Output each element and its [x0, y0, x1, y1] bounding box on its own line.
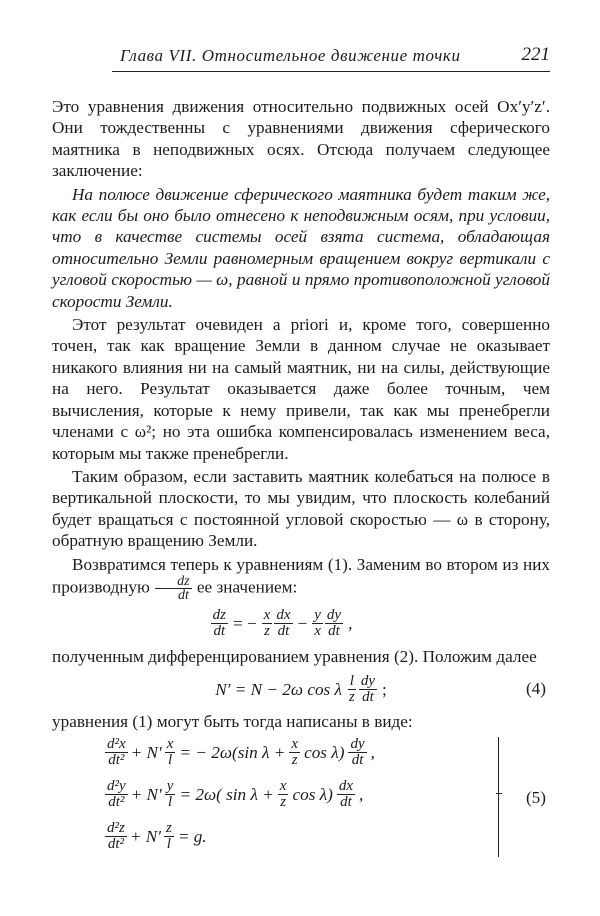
eq1-frac-3: [312, 608, 323, 639]
system-brace: [490, 737, 499, 857]
s2-cos: cos λ): [292, 784, 333, 804]
eq4-frac-1: [347, 674, 357, 705]
paragraph-7: уравнения (1) могут быть тогда написаны в виде:: [52, 712, 413, 732]
eq4-lhs: N′ = N − 2ω cos λ: [215, 679, 342, 699]
s1-cos: cos λ): [304, 742, 345, 762]
header-rule: [112, 71, 550, 72]
eq1-frac-4: [325, 608, 343, 639]
s2-b-num: y: [166, 777, 174, 794]
s2-c-den: z: [280, 793, 287, 810]
page-number: 221: [521, 44, 550, 65]
s3-frac-b: [164, 821, 174, 852]
eq1-lhs-den: dt: [213, 623, 226, 640]
s3-frac-a: [105, 821, 127, 852]
s2-frac-a: [105, 779, 128, 810]
eq4-number: (4): [525, 679, 546, 699]
system-brace-tip: [496, 793, 502, 794]
s3-eq: = g.: [177, 826, 207, 846]
inline-frac-num: dz: [155, 575, 191, 589]
s2-frac-c: [278, 779, 289, 810]
eq1-op2: −: [297, 614, 308, 634]
s2-c-num: x: [279, 777, 287, 794]
running-title: Глава VII. Относительное движение точки: [120, 46, 461, 65]
eq4-f1-num: l: [349, 672, 354, 689]
inline-frac-den: dt: [177, 587, 189, 603]
system-number: (5): [525, 787, 546, 807]
eq1-f1-num: x: [263, 607, 271, 624]
paragraph-6: полученным дифференцированием уравнения (2). Положим далее: [52, 646, 537, 666]
s3-b-den: l: [166, 835, 171, 852]
s1-c-den: z: [291, 751, 298, 768]
system-row-2: [104, 779, 363, 810]
eq1-lhs-num: dz: [212, 607, 226, 624]
s1-frac-a: [105, 737, 128, 768]
system-row-3: [104, 821, 210, 852]
s1-mid: + N′: [130, 742, 162, 762]
paragraph-1: Это уравнения движения относительно подвижных осей Ox′y′z′. Они тождественны с уравнениями движения сферического маятника в неподвижных осях. Отсюда получаем следующее заключение:: [52, 97, 550, 181]
s2-b-den: l: [168, 793, 173, 810]
equation-4: [52, 667, 550, 711]
s2-a-den: dt²: [108, 793, 125, 810]
eq1-f2-den: dt: [277, 623, 290, 640]
s1-a-num: d²x: [107, 735, 126, 752]
eq1-f4-num: dy: [326, 607, 342, 624]
page-body: [52, 96, 550, 863]
eq4-f2-den: dt: [362, 688, 374, 705]
s1-c-num: x: [291, 735, 299, 752]
eq1-f4-den: dt: [328, 623, 340, 640]
s1-a-den: dt²: [108, 751, 125, 768]
s2-a-num: d²y: [107, 777, 126, 794]
eq1-f3-num: y: [314, 607, 321, 624]
equation-dz-dt: [12, 602, 550, 646]
s1-frac-c: [289, 737, 300, 768]
eq4-frac-2: [359, 674, 377, 705]
s1-frac-b: [165, 737, 176, 768]
s1-b-den: l: [168, 751, 173, 768]
s1-eq: = − 2ω(sin λ +: [179, 742, 286, 762]
s2-mid: + N′: [130, 784, 162, 804]
eq4-f1-den: z: [348, 688, 355, 705]
s1-d-den: dt: [351, 751, 364, 768]
page-header: [112, 44, 550, 72]
s2-frac-b: [165, 779, 176, 810]
s2-eq: = 2ω( sin λ +: [179, 784, 274, 804]
system-row-1: [104, 737, 375, 768]
s2-d-den: dt: [340, 793, 352, 810]
eq1-frac-lhs: [211, 608, 228, 639]
s1-tail: ,: [370, 742, 375, 762]
equation-system-5: [52, 735, 550, 863]
s2-d-num: dx: [338, 777, 354, 794]
eq1-frac-2: [274, 608, 292, 639]
eq1-frac-1: [262, 608, 273, 639]
eq1-f2-num: dx: [276, 607, 291, 624]
paragraph-4: Таким образом, если заставить маятник колебаться на полюсе в вертикальной плоскости, то мы увидим, что плоскость колебаний будет вращаться с постоянной угловой скоростью — ω в сторону, обратную вращению Земли.: [52, 466, 550, 551]
paragraph-5: [52, 554, 550, 602]
eq4-tail: ;: [381, 679, 387, 699]
s3-a-den: dt²: [107, 835, 124, 852]
s1-b-num: x: [166, 735, 174, 752]
eq1-tail: ,: [348, 614, 353, 634]
eq1-f3-den: x: [314, 623, 321, 640]
s2-frac-d: [337, 779, 355, 810]
paragraph-5-text-a: Возвратимся теперь к уравнениям (1). Заменим во втором из них производную: [52, 554, 550, 597]
s2-tail: ,: [359, 784, 364, 804]
eq1-op: = −: [232, 614, 257, 634]
s3-mid: + N′: [129, 826, 161, 846]
s1-frac-d: [348, 737, 366, 768]
paragraph-3: Этот результат очевиден a priori и, кроме того, совершенно точен, так как вращение Земли в данном случае не оказывает никакого влияния ни на самый маятник, ни на силы, действующие на него. Результат оказывается даже более точным, чем вычисления, которые к нему привели, так как мы пренебрегли членами с ω²; но эта ошибка компенсировалась изменением веса, которым мы также пренебрегли.: [52, 315, 550, 463]
paragraph-5-text-b: ее значением:: [196, 577, 298, 597]
inline-fraction: [155, 575, 191, 602]
s3-a-num: d²z: [107, 819, 125, 836]
s1-d-num: dy: [350, 735, 365, 752]
eq1-f1-den: z: [264, 623, 270, 640]
s3-b-num: z: [165, 819, 172, 836]
paragraph-conclusion: На полюсе движение сферического маятника будет таким же, как если бы оно было отнесено к неподвижным осям, при условии, что в качестве системы осей взята система, обладающая относительно Земли равномерным вращением вокруг вертикали с угловой скоростью — ω, равной и прямо противоположной угловой скорости Земли.: [52, 184, 550, 311]
eq4-f2-num: dy: [360, 672, 375, 689]
